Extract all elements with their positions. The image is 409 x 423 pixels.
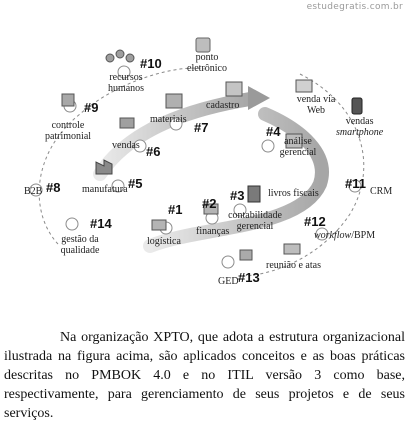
label-crm: CRM bbox=[370, 186, 393, 197]
label-vendas: vendas bbox=[112, 140, 140, 151]
label-vendas-smartphone-b: smartphone bbox=[336, 127, 384, 138]
ponto-icon bbox=[196, 38, 210, 52]
label-workflow-rest: /BPM bbox=[351, 230, 376, 241]
reuniao-icon bbox=[284, 244, 300, 254]
number-6: #6 bbox=[146, 144, 161, 159]
cadastro-icon bbox=[226, 82, 242, 96]
label-controle: controle patrimonial bbox=[44, 120, 92, 142]
logistica-icon bbox=[152, 220, 166, 230]
number-1: #1 bbox=[168, 202, 183, 217]
number-2: #2 bbox=[202, 196, 217, 211]
label-ged: GED bbox=[218, 276, 239, 287]
number-4: #4 bbox=[266, 124, 281, 139]
livros-icon bbox=[248, 186, 260, 202]
number-5: #5 bbox=[128, 176, 143, 191]
label-gestao: gestão da qualidade bbox=[60, 234, 100, 256]
label-workflow bbox=[314, 230, 375, 241]
watermark: estudegratis.com.br bbox=[306, 2, 403, 12]
label-ponto: ponto eletrônico bbox=[187, 52, 227, 74]
label-venda-web: venda via Web bbox=[296, 94, 336, 116]
number-11: #11 bbox=[345, 176, 366, 191]
label-reuniao: reunião e atas bbox=[266, 260, 321, 271]
label-financas: finanças bbox=[196, 226, 230, 237]
controle-icon bbox=[62, 94, 74, 106]
label-workflow-italic: workflow bbox=[314, 230, 352, 241]
label-vendas-smartphone bbox=[336, 116, 383, 138]
label-cadastro: cadastro bbox=[206, 100, 240, 111]
number-7: #7 bbox=[194, 120, 209, 135]
number-10: #10 bbox=[140, 56, 162, 71]
middle-arrowhead bbox=[248, 86, 270, 110]
erp-diagram bbox=[0, 14, 409, 304]
smartphone-icon bbox=[352, 98, 362, 114]
label-vendas-smartphone-a: vendas bbox=[345, 116, 374, 127]
label-manufatura: manufatura bbox=[82, 184, 128, 195]
label-logistica: logística bbox=[147, 236, 181, 247]
label-livros: livros fiscais bbox=[268, 188, 319, 199]
recursos-humanos-icon bbox=[106, 50, 134, 62]
ged-icon bbox=[240, 250, 252, 260]
question-text: Na organização XPTO, que adota a estrutura organizacional ilustrada na figura acima, são aplicados conceitos e as boas práticas descritas no PMBOK 4.0 e no ITIL versão 3 como base, respectivamente, para gerenciamento de seus projetos e de seus serviços. bbox=[4, 330, 405, 421]
venda-web-icon bbox=[296, 80, 312, 92]
label-contabilidade: contabilidade gerencial bbox=[228, 210, 282, 232]
number-14: #14 bbox=[90, 216, 112, 231]
label-materiais: materiais bbox=[150, 114, 187, 125]
label-recursos: recursos humanos bbox=[107, 72, 145, 94]
label-analise: análise gerencial bbox=[279, 136, 317, 158]
node-14 bbox=[66, 218, 78, 230]
materiais-icon bbox=[166, 94, 182, 108]
number-3: #3 bbox=[230, 188, 245, 203]
node-4 bbox=[262, 140, 274, 152]
number-12: #12 bbox=[304, 214, 326, 229]
number-8: #8 bbox=[46, 180, 61, 195]
number-13: #13 bbox=[238, 270, 260, 285]
label-b2b: B2B bbox=[24, 186, 43, 197]
node-13 bbox=[222, 256, 234, 268]
vendas-icon bbox=[120, 118, 134, 128]
number-9: #9 bbox=[84, 100, 99, 115]
